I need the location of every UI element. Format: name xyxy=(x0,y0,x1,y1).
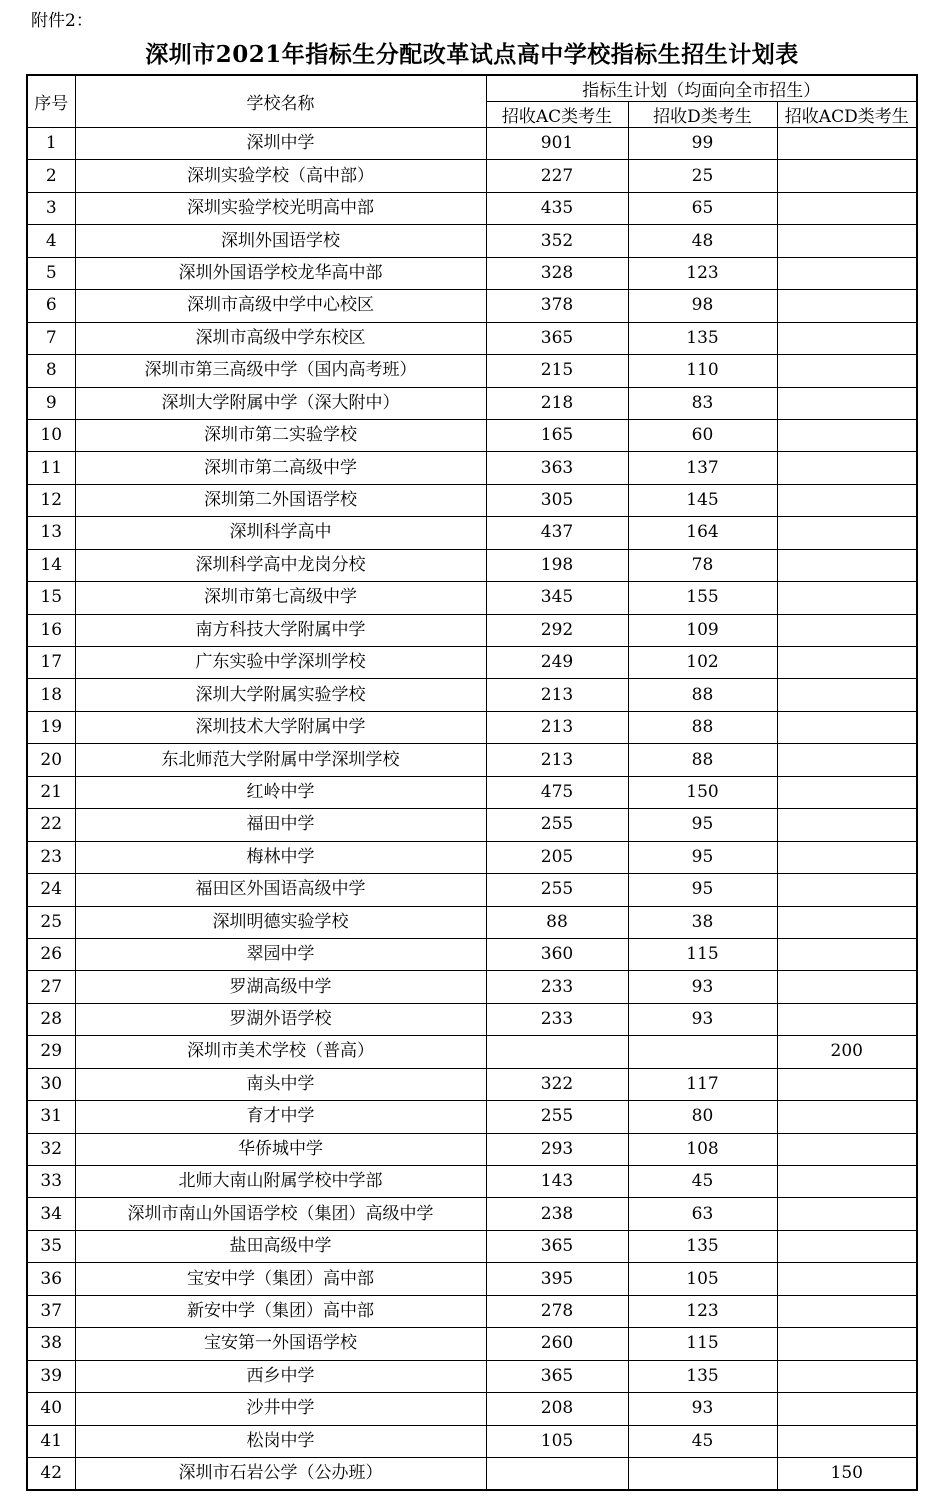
cell-acd xyxy=(777,1425,917,1457)
cell-ac: 305 xyxy=(486,484,628,516)
cell-school: 深圳市高级中学东校区 xyxy=(75,322,486,354)
cell-acd: 150 xyxy=(777,1457,917,1489)
cell-school: 梅林中学 xyxy=(75,841,486,873)
cell-seq: 5 xyxy=(27,257,75,289)
cell-seq: 7 xyxy=(27,322,75,354)
cell-seq: 10 xyxy=(27,419,75,451)
table-row xyxy=(27,419,917,451)
table-row xyxy=(27,1263,917,1295)
cell-seq: 40 xyxy=(27,1393,75,1425)
cell-school: 深圳大学附属实验学校 xyxy=(75,679,486,711)
cell-acd xyxy=(777,419,917,451)
cell-seq: 3 xyxy=(27,192,75,224)
table-row xyxy=(27,1295,917,1327)
cell-seq: 25 xyxy=(27,906,75,938)
cell-acd xyxy=(777,1295,917,1327)
cell-d: 123 xyxy=(628,1295,777,1327)
cell-ac: 205 xyxy=(486,841,628,873)
cell-ac: 365 xyxy=(486,1360,628,1392)
cell-seq: 32 xyxy=(27,1133,75,1165)
cell-acd xyxy=(777,1133,917,1165)
table-row xyxy=(27,484,917,516)
cell-acd xyxy=(777,874,917,906)
cell-ac: 260 xyxy=(486,1328,628,1360)
cell-school: 罗湖外语学校 xyxy=(75,1003,486,1035)
cell-acd xyxy=(777,387,917,419)
cell-school: 华侨城中学 xyxy=(75,1133,486,1165)
table-row xyxy=(27,809,917,841)
cell-ac: 88 xyxy=(486,906,628,938)
cell-ac xyxy=(486,1036,628,1068)
cell-d: 123 xyxy=(628,257,777,289)
cell-ac: 292 xyxy=(486,614,628,646)
cell-seq: 30 xyxy=(27,1068,75,1100)
table-body xyxy=(27,128,917,1490)
table-row xyxy=(27,225,917,257)
cell-seq: 38 xyxy=(27,1328,75,1360)
table-row xyxy=(27,874,917,906)
cell-d: 63 xyxy=(628,1198,777,1230)
cell-ac: 143 xyxy=(486,1166,628,1198)
cell-d: 102 xyxy=(628,647,777,679)
cell-seq: 22 xyxy=(27,809,75,841)
cell-acd xyxy=(777,1068,917,1100)
cell-school: 新安中学（集团）高中部 xyxy=(75,1295,486,1327)
header-seq: 序号 xyxy=(27,75,75,128)
cell-d: 60 xyxy=(628,419,777,451)
cell-acd xyxy=(777,711,917,743)
cell-seq: 26 xyxy=(27,938,75,970)
cell-seq: 41 xyxy=(27,1425,75,1457)
cell-school: 育才中学 xyxy=(75,1101,486,1133)
table-row xyxy=(27,1328,917,1360)
table-row xyxy=(27,1230,917,1262)
header-plan-group: 指标生计划（均面向全市招生） xyxy=(486,75,917,102)
cell-ac: 363 xyxy=(486,452,628,484)
cell-acd xyxy=(777,841,917,873)
cell-d: 88 xyxy=(628,711,777,743)
table-row xyxy=(27,160,917,192)
table-row xyxy=(27,355,917,387)
cell-ac: 238 xyxy=(486,1198,628,1230)
cell-school: 深圳市第七高级中学 xyxy=(75,582,486,614)
cell-seq: 20 xyxy=(27,744,75,776)
cell-school: 宝安中学（集团）高中部 xyxy=(75,1263,486,1295)
cell-acd xyxy=(777,517,917,549)
cell-seq: 37 xyxy=(27,1295,75,1327)
cell-seq: 35 xyxy=(27,1230,75,1262)
table-row xyxy=(27,192,917,224)
cell-ac: 278 xyxy=(486,1295,628,1327)
cell-school: 北师大南山附属学校中学部 xyxy=(75,1166,486,1198)
cell-ac: 255 xyxy=(486,874,628,906)
cell-acd xyxy=(777,1263,917,1295)
table-row xyxy=(27,582,917,614)
table-row xyxy=(27,1198,917,1230)
cell-ac: 322 xyxy=(486,1068,628,1100)
cell-school: 福田区外国语高级中学 xyxy=(75,874,486,906)
cell-school: 深圳市高级中学中心校区 xyxy=(75,290,486,322)
cell-acd xyxy=(777,128,917,160)
cell-ac: 365 xyxy=(486,322,628,354)
page-title: 深圳市2021年指标生分配改革试点高中学校指标生招生计划表 xyxy=(145,41,799,68)
cell-seq: 8 xyxy=(27,355,75,387)
cell-seq: 16 xyxy=(27,614,75,646)
cell-acd: 200 xyxy=(777,1036,917,1068)
cell-school: 罗湖高级中学 xyxy=(75,971,486,1003)
table-row xyxy=(27,1425,917,1457)
cell-d: 83 xyxy=(628,387,777,419)
cell-acd xyxy=(777,1198,917,1230)
cell-school: 南方科技大学附属中学 xyxy=(75,614,486,646)
cell-acd xyxy=(777,192,917,224)
cell-school: 深圳科学高中龙岗分校 xyxy=(75,549,486,581)
cell-ac: 901 xyxy=(486,128,628,160)
cell-ac: 255 xyxy=(486,809,628,841)
cell-acd xyxy=(777,452,917,484)
cell-seq: 2 xyxy=(27,160,75,192)
cell-seq: 4 xyxy=(27,225,75,257)
cell-acd xyxy=(777,614,917,646)
table-row xyxy=(27,776,917,808)
table-row xyxy=(27,711,917,743)
cell-seq: 36 xyxy=(27,1263,75,1295)
cell-ac: 378 xyxy=(486,290,628,322)
table-row xyxy=(27,1393,917,1425)
cell-seq: 13 xyxy=(27,517,75,549)
table-row xyxy=(27,1166,917,1198)
cell-ac: 365 xyxy=(486,1230,628,1262)
cell-acd xyxy=(777,549,917,581)
cell-ac: 213 xyxy=(486,744,628,776)
cell-acd xyxy=(777,647,917,679)
cell-school: 广东实验中学深圳学校 xyxy=(75,647,486,679)
cell-seq: 12 xyxy=(27,484,75,516)
cell-d: 45 xyxy=(628,1425,777,1457)
cell-d xyxy=(628,1036,777,1068)
cell-ac: 435 xyxy=(486,192,628,224)
cell-school: 深圳市第二高级中学 xyxy=(75,452,486,484)
cell-school: 深圳市第二实验学校 xyxy=(75,419,486,451)
cell-seq: 21 xyxy=(27,776,75,808)
cell-d: 108 xyxy=(628,1133,777,1165)
cell-ac: 437 xyxy=(486,517,628,549)
cell-d: 95 xyxy=(628,874,777,906)
cell-d: 95 xyxy=(628,809,777,841)
table-row xyxy=(27,679,917,711)
cell-school: 南头中学 xyxy=(75,1068,486,1100)
table-row xyxy=(27,971,917,1003)
cell-acd xyxy=(777,1328,917,1360)
cell-d: 135 xyxy=(628,322,777,354)
cell-seq: 9 xyxy=(27,387,75,419)
cell-ac: 218 xyxy=(486,387,628,419)
cell-acd xyxy=(777,1230,917,1262)
table-row xyxy=(27,1068,917,1100)
cell-school: 宝安第一外国语学校 xyxy=(75,1328,486,1360)
cell-school: 深圳技术大学附属中学 xyxy=(75,711,486,743)
cell-acd xyxy=(777,1360,917,1392)
cell-ac: 352 xyxy=(486,225,628,257)
cell-school: 盐田高级中学 xyxy=(75,1230,486,1262)
cell-ac: 249 xyxy=(486,647,628,679)
cell-ac: 233 xyxy=(486,1003,628,1035)
cell-school: 深圳第二外国语学校 xyxy=(75,484,486,516)
cell-d: 93 xyxy=(628,1003,777,1035)
cell-school: 松岗中学 xyxy=(75,1425,486,1457)
cell-ac: 360 xyxy=(486,938,628,970)
cell-school: 深圳实验学校光明高中部 xyxy=(75,192,486,224)
cell-school: 红岭中学 xyxy=(75,776,486,808)
cell-ac: 208 xyxy=(486,1393,628,1425)
cell-ac: 475 xyxy=(486,776,628,808)
cell-ac: 165 xyxy=(486,419,628,451)
cell-seq: 11 xyxy=(27,452,75,484)
cell-seq: 14 xyxy=(27,549,75,581)
cell-school: 深圳市南山外国语学校（集团）高级中学 xyxy=(75,1198,486,1230)
cell-school: 深圳市美术学校（普高） xyxy=(75,1036,486,1068)
header-school: 学校名称 xyxy=(75,75,486,128)
cell-acd xyxy=(777,1101,917,1133)
cell-d: 110 xyxy=(628,355,777,387)
cell-acd xyxy=(777,1393,917,1425)
quota-table xyxy=(26,74,918,1491)
cell-school: 深圳市石岩公学（公办班） xyxy=(75,1457,486,1489)
cell-seq: 6 xyxy=(27,290,75,322)
cell-school: 深圳明德实验学校 xyxy=(75,906,486,938)
table-row xyxy=(27,257,917,289)
table-row xyxy=(27,614,917,646)
cell-school: 翠园中学 xyxy=(75,938,486,970)
cell-acd xyxy=(777,225,917,257)
cell-seq: 33 xyxy=(27,1166,75,1198)
cell-seq: 15 xyxy=(27,582,75,614)
cell-d: 78 xyxy=(628,549,777,581)
cell-ac: 255 xyxy=(486,1101,628,1133)
cell-acd xyxy=(777,938,917,970)
table-row xyxy=(27,1003,917,1035)
cell-seq: 17 xyxy=(27,647,75,679)
cell-acd xyxy=(777,582,917,614)
cell-acd xyxy=(777,1166,917,1198)
cell-acd xyxy=(777,971,917,1003)
cell-d: 93 xyxy=(628,971,777,1003)
table-row xyxy=(27,387,917,419)
cell-d: 88 xyxy=(628,679,777,711)
cell-seq: 18 xyxy=(27,679,75,711)
cell-acd xyxy=(777,809,917,841)
cell-school: 深圳实验学校（高中部） xyxy=(75,160,486,192)
cell-d: 109 xyxy=(628,614,777,646)
cell-d: 135 xyxy=(628,1360,777,1392)
cell-seq: 31 xyxy=(27,1101,75,1133)
cell-d xyxy=(628,1457,777,1489)
cell-d: 150 xyxy=(628,776,777,808)
table-row xyxy=(27,290,917,322)
table-row xyxy=(27,1360,917,1392)
header-ac: 招收AC类考生 xyxy=(486,102,628,128)
cell-ac: 105 xyxy=(486,1425,628,1457)
table-row xyxy=(27,938,917,970)
cell-acd xyxy=(777,1003,917,1035)
cell-school: 深圳外国语学校 xyxy=(75,225,486,257)
cell-seq: 29 xyxy=(27,1036,75,1068)
cell-school: 福田中学 xyxy=(75,809,486,841)
cell-ac: 213 xyxy=(486,679,628,711)
cell-seq: 34 xyxy=(27,1198,75,1230)
cell-seq: 28 xyxy=(27,1003,75,1035)
cell-seq: 19 xyxy=(27,711,75,743)
cell-school: 深圳科学高中 xyxy=(75,517,486,549)
cell-d: 45 xyxy=(628,1166,777,1198)
table-row xyxy=(27,1457,917,1489)
table-row xyxy=(27,452,917,484)
cell-d: 98 xyxy=(628,290,777,322)
cell-d: 93 xyxy=(628,1393,777,1425)
cell-ac: 345 xyxy=(486,582,628,614)
cell-ac: 198 xyxy=(486,549,628,581)
cell-d: 115 xyxy=(628,1328,777,1360)
cell-school: 深圳大学附属中学（深大附中） xyxy=(75,387,486,419)
cell-ac xyxy=(486,1457,628,1489)
cell-acd xyxy=(777,160,917,192)
cell-d: 164 xyxy=(628,517,777,549)
cell-d: 65 xyxy=(628,192,777,224)
cell-seq: 39 xyxy=(27,1360,75,1392)
cell-d: 115 xyxy=(628,938,777,970)
table-row xyxy=(27,1101,917,1133)
cell-ac: 213 xyxy=(486,711,628,743)
table-row xyxy=(27,906,917,938)
cell-d: 105 xyxy=(628,1263,777,1295)
table-row xyxy=(27,744,917,776)
cell-school: 深圳市第三高级中学（国内高考班） xyxy=(75,355,486,387)
cell-d: 38 xyxy=(628,906,777,938)
cell-seq: 42 xyxy=(27,1457,75,1489)
cell-ac: 328 xyxy=(486,257,628,289)
cell-d: 135 xyxy=(628,1230,777,1262)
cell-d: 145 xyxy=(628,484,777,516)
table-row xyxy=(27,322,917,354)
cell-acd xyxy=(777,744,917,776)
cell-acd xyxy=(777,355,917,387)
attachment-label: 附件2： xyxy=(31,11,93,31)
table-row xyxy=(27,549,917,581)
table-row xyxy=(27,1036,917,1068)
cell-school: 深圳外国语学校龙华高中部 xyxy=(75,257,486,289)
cell-acd xyxy=(777,484,917,516)
cell-seq: 27 xyxy=(27,971,75,1003)
table-row xyxy=(27,841,917,873)
cell-ac: 227 xyxy=(486,160,628,192)
table-row xyxy=(27,517,917,549)
cell-ac: 215 xyxy=(486,355,628,387)
cell-seq: 1 xyxy=(27,128,75,160)
cell-d: 25 xyxy=(628,160,777,192)
cell-seq: 23 xyxy=(27,841,75,873)
cell-acd xyxy=(777,906,917,938)
cell-ac: 233 xyxy=(486,971,628,1003)
cell-school: 西乡中学 xyxy=(75,1360,486,1392)
cell-acd xyxy=(777,776,917,808)
header-d: 招收D类考生 xyxy=(628,102,777,128)
header-acd: 招收ACD类考生 xyxy=(777,102,917,128)
cell-acd xyxy=(777,322,917,354)
cell-acd xyxy=(777,679,917,711)
cell-seq: 24 xyxy=(27,874,75,906)
cell-acd xyxy=(777,290,917,322)
cell-d: 99 xyxy=(628,128,777,160)
table-row xyxy=(27,1133,917,1165)
cell-d: 137 xyxy=(628,452,777,484)
cell-d: 48 xyxy=(628,225,777,257)
table-row xyxy=(27,128,917,160)
cell-d: 80 xyxy=(628,1101,777,1133)
cell-school: 深圳中学 xyxy=(75,128,486,160)
cell-ac: 395 xyxy=(486,1263,628,1295)
cell-acd xyxy=(777,257,917,289)
cell-d: 117 xyxy=(628,1068,777,1100)
cell-d: 88 xyxy=(628,744,777,776)
cell-school: 沙井中学 xyxy=(75,1393,486,1425)
cell-school: 东北师范大学附属中学深圳学校 xyxy=(75,744,486,776)
cell-d: 95 xyxy=(628,841,777,873)
table-row xyxy=(27,647,917,679)
cell-ac: 293 xyxy=(486,1133,628,1165)
cell-d: 155 xyxy=(628,582,777,614)
